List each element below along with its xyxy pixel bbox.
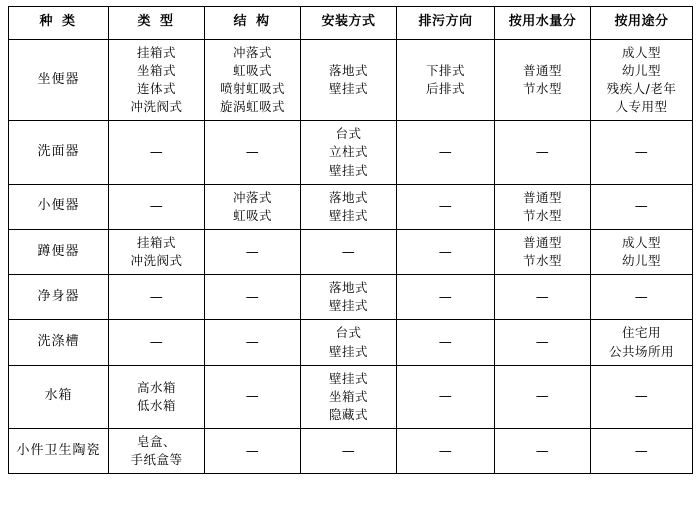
column-header-water-consumption: 按用水量分 — [495, 7, 591, 40]
table-row — [9, 39, 693, 121]
cell-line: 节水型 — [522, 207, 562, 223]
cell-line: 落地式 — [328, 280, 368, 296]
cell-content — [111, 200, 202, 213]
cell-line: 普通型 — [522, 62, 562, 78]
cell-line: — — [341, 443, 356, 459]
cell-content — [399, 146, 492, 159]
cell-content — [207, 445, 298, 458]
cell-line: — — [245, 389, 260, 405]
cell-line: 高水箱 — [136, 379, 176, 395]
table-cell — [205, 39, 301, 121]
cell-content — [399, 390, 492, 403]
table-cell — [591, 275, 693, 320]
cell-line: 成人型 — [621, 234, 661, 250]
cell-line: — — [245, 244, 260, 260]
cell-content — [399, 291, 492, 304]
cell-line: — — [245, 443, 260, 459]
table-row — [9, 229, 693, 274]
table-cell — [109, 365, 205, 428]
cell-line: 壁挂式 — [328, 370, 368, 386]
cell-line: 隐藏式 — [328, 406, 368, 422]
table-cell — [109, 429, 205, 474]
cell-content — [303, 445, 394, 458]
cell-line: — — [438, 199, 453, 215]
cell-content — [207, 390, 298, 403]
cell-content — [497, 146, 588, 159]
cell-line: 喷射虹吸式 — [219, 81, 285, 97]
cell-line: 坐箱式 — [136, 62, 176, 78]
cell-line: — — [149, 145, 164, 161]
row-header-category: 小件卫生陶瓷 — [9, 429, 109, 474]
table-cell — [205, 229, 301, 274]
document-page — [0, 6, 700, 530]
cell-line: 壁挂式 — [328, 207, 368, 223]
table-row — [9, 121, 693, 184]
cell-line: 壁挂式 — [328, 298, 368, 314]
cell-line: — — [438, 443, 453, 459]
table-header-row — [9, 7, 693, 40]
table-cell — [205, 320, 301, 365]
cell-content — [111, 379, 202, 415]
cell-line: 落地式 — [328, 62, 368, 78]
table-row — [9, 429, 693, 474]
cell-content — [207, 246, 298, 259]
cell-content — [399, 246, 492, 259]
table-row — [9, 184, 693, 229]
cell-line: 冲落式 — [232, 189, 272, 205]
table-cell — [397, 365, 495, 428]
table-cell — [301, 320, 397, 365]
table-cell — [109, 184, 205, 229]
cell-line: 幼儿型 — [621, 62, 661, 78]
table-cell — [495, 429, 591, 474]
table-cell — [301, 429, 397, 474]
cell-line: 虹吸式 — [232, 62, 272, 78]
table-cell — [109, 39, 205, 121]
cell-line: 连体式 — [136, 81, 176, 97]
column-header-type: 类 型 — [109, 7, 205, 40]
cell-content — [111, 146, 202, 159]
cell-content — [399, 445, 492, 458]
cell-content — [207, 189, 298, 225]
cell-line: 台式 — [335, 126, 362, 142]
table-cell — [301, 39, 397, 121]
table-cell — [591, 320, 693, 365]
table-cell — [205, 275, 301, 320]
cell-content — [303, 279, 394, 315]
cell-content — [593, 200, 690, 213]
cell-line: — — [341, 244, 356, 260]
column-header-discharge-direction: 排污方向 — [397, 7, 495, 40]
row-header-category: 洗涤槽 — [9, 320, 109, 365]
cell-line: — — [535, 289, 550, 305]
cell-line: 立柱式 — [328, 144, 368, 160]
table-cell — [109, 229, 205, 274]
column-header-installation: 安装方式 — [301, 7, 397, 40]
cell-content — [497, 336, 588, 349]
cell-content — [111, 291, 202, 304]
table-cell — [397, 121, 495, 184]
cell-line: 台式 — [335, 325, 362, 341]
row-header-category: 小便器 — [9, 184, 109, 229]
cell-content — [593, 445, 690, 458]
cell-content — [303, 246, 394, 259]
cell-line: 旋涡虹吸式 — [219, 99, 285, 115]
table-cell — [301, 275, 397, 320]
table-cell — [495, 275, 591, 320]
cell-line: — — [149, 289, 164, 305]
cell-content — [593, 44, 690, 117]
column-header-category: 种 类 — [9, 7, 109, 40]
cell-line: 后排式 — [425, 81, 465, 97]
cell-content — [111, 433, 202, 469]
cell-content — [303, 324, 394, 360]
table-cell — [591, 121, 693, 184]
table-cell — [109, 275, 205, 320]
cell-line: — — [438, 145, 453, 161]
cell-content — [207, 291, 298, 304]
table-cell — [495, 121, 591, 184]
cell-content — [593, 146, 690, 159]
cell-line: 冲洗阀式 — [130, 253, 183, 269]
cell-line: 残疾人/老年 — [606, 81, 677, 97]
cell-line: — — [438, 289, 453, 305]
cell-content — [399, 336, 492, 349]
cell-line: — — [438, 335, 453, 351]
cell-content — [303, 62, 394, 98]
cell-line: — — [245, 335, 260, 351]
table-cell — [591, 184, 693, 229]
table-cell — [495, 229, 591, 274]
cell-content — [497, 390, 588, 403]
cell-content — [303, 370, 394, 424]
table-cell — [205, 429, 301, 474]
cell-line: 挂箱式 — [136, 234, 176, 250]
table-cell — [301, 229, 397, 274]
column-header-structure: 结 构 — [205, 7, 301, 40]
table-body — [9, 39, 693, 474]
cell-content — [207, 146, 298, 159]
cell-content — [497, 291, 588, 304]
cell-line: — — [245, 145, 260, 161]
cell-line: 低水箱 — [136, 397, 176, 413]
cell-line: — — [535, 335, 550, 351]
cell-line: — — [438, 389, 453, 405]
cell-line: 普通型 — [522, 234, 562, 250]
table-row — [9, 365, 693, 428]
cell-line: 壁挂式 — [328, 81, 368, 97]
sanitary-ware-classification-table — [8, 6, 693, 474]
row-header-category: 洗面器 — [9, 121, 109, 184]
cell-line: 手纸盒等 — [130, 452, 183, 468]
table-cell — [397, 184, 495, 229]
cell-line: — — [535, 145, 550, 161]
cell-content — [399, 62, 492, 98]
cell-line: 普通型 — [522, 189, 562, 205]
table-cell — [495, 365, 591, 428]
cell-content — [111, 336, 202, 349]
table-cell — [205, 184, 301, 229]
cell-content — [593, 390, 690, 403]
cell-content — [207, 336, 298, 349]
cell-content — [593, 234, 690, 270]
cell-line: 节水型 — [522, 253, 562, 269]
cell-line: 成人型 — [621, 44, 661, 60]
cell-content — [497, 234, 588, 270]
cell-content — [497, 62, 588, 98]
cell-line: — — [245, 289, 260, 305]
row-header-category: 坐便器 — [9, 39, 109, 121]
cell-content — [593, 324, 690, 360]
cell-line: 虹吸式 — [232, 207, 272, 223]
table-cell — [591, 39, 693, 121]
cell-line: 节水型 — [522, 81, 562, 97]
cell-content — [303, 189, 394, 225]
cell-line: — — [149, 199, 164, 215]
table-cell — [495, 320, 591, 365]
cell-line: 冲落式 — [232, 44, 272, 60]
cell-line: — — [438, 244, 453, 260]
cell-line: 下排式 — [425, 62, 465, 78]
table-cell — [301, 365, 397, 428]
cell-content — [497, 445, 588, 458]
cell-content — [399, 200, 492, 213]
cell-content — [111, 44, 202, 117]
cell-content — [111, 234, 202, 270]
cell-line: — — [149, 335, 164, 351]
cell-line: — — [634, 289, 649, 305]
cell-line: 幼儿型 — [621, 253, 661, 269]
table-cell — [397, 429, 495, 474]
cell-line: 住宅用 — [621, 325, 661, 341]
table-row — [9, 320, 693, 365]
cell-line: 落地式 — [328, 189, 368, 205]
table-cell — [301, 184, 397, 229]
table-cell — [591, 229, 693, 274]
cell-content — [303, 125, 394, 179]
cell-line: 人专用型 — [615, 99, 668, 115]
table-cell — [397, 320, 495, 365]
table-cell — [495, 39, 591, 121]
table-row — [9, 275, 693, 320]
cell-line: — — [634, 389, 649, 405]
cell-line: 挂箱式 — [136, 44, 176, 60]
cell-line: — — [535, 389, 550, 405]
row-header-category: 净身器 — [9, 275, 109, 320]
row-header-category: 水箱 — [9, 365, 109, 428]
table-cell — [109, 121, 205, 184]
column-header-usage: 按用途分 — [591, 7, 693, 40]
cell-line: — — [634, 443, 649, 459]
table-cell — [397, 39, 495, 121]
cell-line: 坐箱式 — [328, 388, 368, 404]
cell-line: 壁挂式 — [328, 162, 368, 178]
table-cell — [109, 320, 205, 365]
table-cell — [495, 184, 591, 229]
table-cell — [397, 275, 495, 320]
cell-content — [207, 44, 298, 117]
table-cell — [301, 121, 397, 184]
table-cell — [205, 121, 301, 184]
table-cell — [591, 429, 693, 474]
cell-line: 冲洗阀式 — [130, 99, 183, 115]
cell-line: — — [535, 443, 550, 459]
table-cell — [397, 229, 495, 274]
cell-line: 公共场所用 — [608, 343, 674, 359]
cell-line: — — [634, 199, 649, 215]
cell-line: 皂盒、 — [136, 434, 176, 450]
cell-content — [593, 291, 690, 304]
table-cell — [205, 365, 301, 428]
cell-line: 壁挂式 — [328, 343, 368, 359]
table-cell — [591, 365, 693, 428]
row-header-category: 蹲便器 — [9, 229, 109, 274]
cell-line: — — [634, 145, 649, 161]
cell-content — [497, 189, 588, 225]
